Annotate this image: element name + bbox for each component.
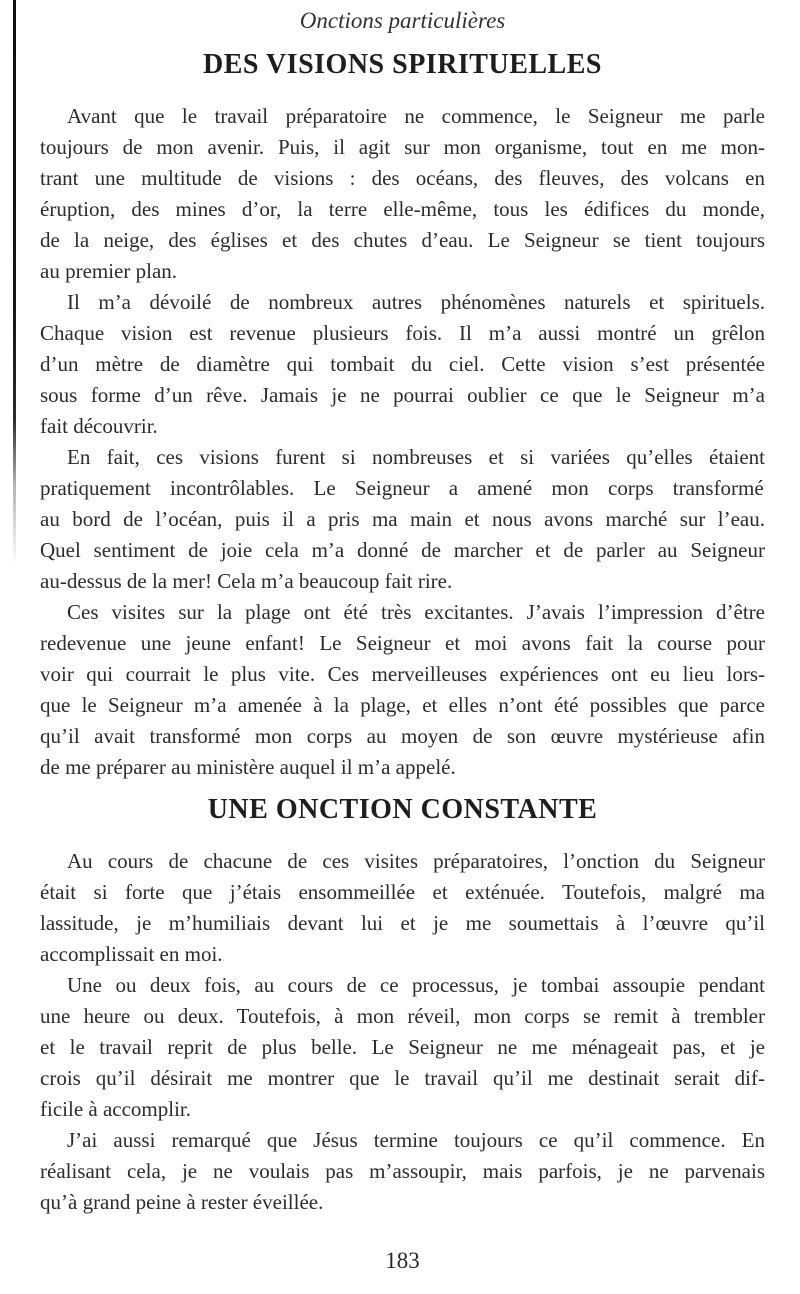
text-line: Au cours de chacune de ces visites préparatoires, l’onction du Seigneur bbox=[67, 849, 765, 873]
text-line: accomplissait en moi. bbox=[40, 942, 223, 966]
section-heading: DES VISIONS SPIRITUELLES bbox=[203, 49, 602, 80]
text-line: au bord de l’océan, puis il a pris ma main et nous avons marché sur l’eau. bbox=[40, 507, 765, 531]
text-line: pratiquement incontrôlables. Le Seigneur a amené mon corps transformé bbox=[40, 476, 764, 500]
text-line: sous forme d’un rêve. Jamais je ne pourrai oublier ce que le Seigneur m’a bbox=[40, 383, 765, 407]
text-line: que le Seigneur m’a amenée à la plage, et elles n’ont été possibles que parce bbox=[40, 693, 765, 717]
paragraph bbox=[40, 101, 765, 287]
paragraph bbox=[40, 970, 765, 1125]
running-header: Onctions particulières bbox=[299, 8, 506, 33]
paragraph bbox=[40, 442, 765, 597]
text-line: au premier plan. bbox=[40, 259, 178, 283]
text-line: En fait, ces visions furent si nombreuses et si variées qu’elles étaient bbox=[67, 445, 765, 469]
paragraph bbox=[40, 287, 765, 442]
sections bbox=[40, 48, 765, 1218]
section-heading: UNE ONCTION CONSTANTE bbox=[207, 794, 598, 825]
text-line: J’ai aussi remarqué que Jésus termine toujours ce qu’il commence. En bbox=[67, 1128, 765, 1152]
text-line: Il m’a dévoilé de nombreux autres phénomènes naturels et spirituels. bbox=[67, 290, 765, 314]
text-line: réalisant cela, je ne voulais pas m’assoupir, mais parfois, je ne parvenais bbox=[40, 1159, 765, 1183]
text-line: éruption, des mines d’or, la terre elle-même, tous les édifices du monde, bbox=[40, 197, 765, 221]
text-line: voir qui courrait le plus vite. Ces merveilleuses expériences ont eu lieu lors- bbox=[40, 662, 765, 686]
text-line: Une ou deux fois, au cours de ce processus, je tombai assoupie pendant bbox=[67, 973, 765, 997]
text-line: fait découvrir. bbox=[40, 414, 158, 438]
page-number: 183 bbox=[385, 1248, 420, 1273]
paragraph bbox=[40, 597, 765, 783]
text-line: toujours de mon avenir. Puis, il agit sur mon organisme, tout en me mon- bbox=[40, 135, 765, 159]
text-line: redevenue une jeune enfant! Le Seigneur et moi avons fait la course pour bbox=[40, 631, 765, 655]
text-line: et le travail reprit de plus belle. Le Seigneur ne me ménageait pas, et je bbox=[40, 1035, 765, 1059]
text-line: était si forte que j’étais ensommeillée et exténuée. Toutefois, malgré ma bbox=[40, 880, 765, 904]
text-line: de me préparer au ministère auquel il m’a appelé. bbox=[40, 755, 456, 779]
text-line: Quel sentiment de joie cela m’a donné de marcher et de parler au Seigneur bbox=[40, 538, 765, 562]
text-line: de la neige, des églises et des chutes d’eau. Le Seigneur se tient toujours bbox=[40, 228, 765, 252]
paragraph bbox=[40, 1125, 765, 1218]
text-line: d’un mètre de diamètre qui tombait du ciel. Cette vision s’est présentée bbox=[40, 352, 765, 376]
text-line: Chaque vision est revenue plusieurs fois. Il m’a aussi montré un grêlon bbox=[40, 321, 765, 345]
text-line: Ces visites sur la plage ont été très excitantes. J’avais l’impression d’être bbox=[67, 600, 765, 624]
text-line: qu’il avait transformé mon corps au moyen de son œuvre mystérieuse afin bbox=[40, 724, 765, 748]
text-line: lassitude, je m’humiliais devant lui et je me soumettais à l’œuvre qu’il bbox=[40, 911, 765, 935]
text-line: ficile à accomplir. bbox=[40, 1097, 192, 1121]
text-line: Avant que le travail préparatoire ne commence, le Seigneur me parle bbox=[67, 104, 765, 128]
text-line: trant une multitude de visions : des océans, des fleuves, des volcans en bbox=[40, 166, 765, 190]
text-line: crois qu’il désirait me montrer que le travail qu’il me destinait serait dif- bbox=[40, 1066, 765, 1090]
text-line: au-dessus de la mer! Cela m’a beaucoup fait rire. bbox=[40, 569, 453, 593]
paragraph bbox=[40, 846, 765, 970]
text-line: qu’à grand peine à rester éveillée. bbox=[40, 1190, 324, 1214]
text-line: une heure ou deux. Toutefois, à mon réveil, mon corps se remit à trembler bbox=[40, 1004, 765, 1028]
